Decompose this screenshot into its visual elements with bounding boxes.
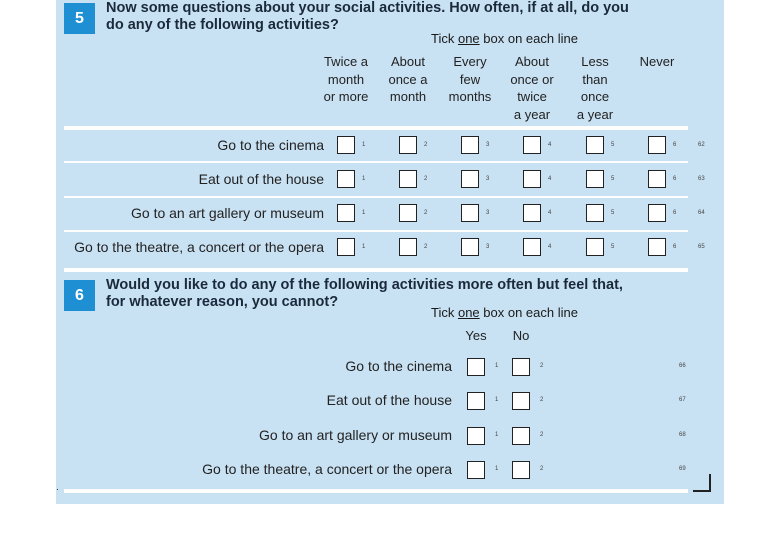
- column-header-line: few: [459, 71, 481, 87]
- column-header: No: [512, 328, 530, 343]
- response-code: 1: [495, 363, 499, 369]
- checkbox[interactable]: [648, 204, 666, 222]
- checkbox[interactable]: [467, 461, 485, 479]
- response-code: 2: [424, 210, 428, 216]
- page-corner-mark: [693, 474, 711, 492]
- response-code: 6: [673, 142, 677, 148]
- response-code: 3: [486, 244, 490, 250]
- checkbox[interactable]: [523, 238, 541, 256]
- checkbox[interactable]: [337, 238, 355, 256]
- checkbox[interactable]: [586, 170, 604, 188]
- checkbox[interactable]: [586, 204, 604, 222]
- questionnaire-panel: [56, 0, 724, 504]
- checkbox[interactable]: [399, 136, 417, 154]
- column-header: [373, 53, 443, 106]
- speck: [57, 489, 58, 490]
- column-header-line: month: [327, 71, 365, 87]
- response-code: 2: [540, 363, 544, 369]
- response-code: 1: [495, 466, 499, 472]
- question-6-number: 6: [64, 280, 95, 311]
- question-6-line-1: Would you like to do any of the following activities more often but feel that,: [106, 277, 623, 293]
- checkbox[interactable]: [648, 136, 666, 154]
- divider: [64, 126, 688, 130]
- response-code: 5: [611, 142, 615, 148]
- response-code: 1: [362, 142, 366, 148]
- response-code: 3: [486, 142, 490, 148]
- response-code: 5: [611, 210, 615, 216]
- checkbox[interactable]: [467, 358, 485, 376]
- response-code: 2: [424, 176, 428, 182]
- question-6-instruction: [431, 305, 578, 320]
- checkbox[interactable]: [586, 136, 604, 154]
- column-header-line: Never: [639, 54, 675, 69]
- column-header-line: a year: [576, 106, 614, 122]
- column-header-line: twice: [517, 89, 547, 104]
- variable-number: 64: [698, 210, 705, 216]
- response-code: 5: [611, 244, 615, 250]
- response-code: 1: [362, 176, 366, 182]
- column-header: Yes: [465, 328, 487, 343]
- column-header-line: once: [580, 89, 610, 104]
- checkbox[interactable]: [512, 392, 530, 410]
- checkbox[interactable]: [512, 461, 530, 479]
- response-code: 2: [540, 466, 544, 472]
- checkbox[interactable]: [461, 238, 479, 256]
- response-code: 6: [673, 176, 677, 182]
- checkbox[interactable]: [337, 204, 355, 222]
- variable-number: 66: [679, 363, 686, 369]
- divider: [64, 489, 688, 493]
- instruction-pre: Tick: [431, 31, 458, 46]
- response-code: 4: [548, 142, 552, 148]
- column-header-line: than: [582, 71, 608, 87]
- divider: [64, 161, 688, 163]
- checkbox[interactable]: [523, 204, 541, 222]
- column-header: [560, 53, 630, 123]
- response-code: 1: [362, 244, 366, 250]
- checkbox[interactable]: [399, 170, 417, 188]
- checkbox[interactable]: [461, 136, 479, 154]
- instruction-pre: Tick: [431, 305, 458, 320]
- column-header-line: month: [389, 89, 427, 104]
- instruction-underlined: one: [457, 305, 480, 320]
- column-header-line: once a: [388, 71, 428, 87]
- response-code: 2: [540, 397, 544, 403]
- column-header-line: months: [448, 89, 492, 104]
- response-code: 2: [540, 432, 544, 438]
- checkbox[interactable]: [586, 238, 604, 256]
- variable-number: 67: [679, 397, 686, 403]
- checkbox[interactable]: [648, 170, 666, 188]
- question-5-line-1: Now some questions about your social activities. How often, if at all, do you: [106, 0, 629, 16]
- divider: [64, 196, 688, 198]
- column-header-line: Less: [581, 54, 609, 69]
- response-code: 3: [486, 176, 490, 182]
- response-code: 1: [495, 397, 499, 403]
- row-label: Go to an art gallery or museum: [131, 205, 324, 221]
- instruction-post: box on each line: [479, 305, 578, 320]
- checkbox[interactable]: [337, 170, 355, 188]
- checkbox[interactable]: [467, 392, 485, 410]
- checkbox[interactable]: [648, 238, 666, 256]
- row-label: Go to the cinema: [217, 137, 324, 153]
- divider: [64, 268, 688, 272]
- response-code: 5: [611, 176, 615, 182]
- checkbox[interactable]: [399, 238, 417, 256]
- response-code: 4: [548, 244, 552, 250]
- column-header: [435, 53, 505, 106]
- checkbox[interactable]: [461, 204, 479, 222]
- column-header-line: once or: [510, 71, 554, 87]
- response-code: 3: [486, 210, 490, 216]
- response-code: 4: [548, 210, 552, 216]
- column-header: [497, 53, 567, 123]
- variable-number: 69: [679, 466, 686, 472]
- response-code: 1: [362, 210, 366, 216]
- variable-number: 68: [679, 432, 686, 438]
- response-code: 2: [424, 244, 428, 250]
- response-code: 4: [548, 176, 552, 182]
- response-code: 2: [424, 142, 428, 148]
- response-code: 6: [673, 210, 677, 216]
- question-5-number: 5: [64, 3, 95, 34]
- column-header-line: a year: [513, 106, 551, 122]
- row-label: Go to the theatre, a concert or the opera: [202, 461, 452, 477]
- column-header-line: About: [515, 54, 549, 69]
- checkbox[interactable]: [523, 136, 541, 154]
- question-5-text: [106, 0, 629, 34]
- column-header-line: About: [391, 54, 425, 69]
- response-code: 6: [673, 244, 677, 250]
- column-header-line: Every: [453, 54, 487, 69]
- checkbox[interactable]: [523, 170, 541, 188]
- question-5-line-2: do any of the following activities?: [106, 17, 339, 33]
- checkbox[interactable]: [467, 427, 485, 445]
- row-label: Eat out of the house: [198, 171, 324, 187]
- instruction-post: box on each line: [479, 31, 578, 46]
- column-header: [622, 53, 692, 71]
- variable-number: 62: [698, 142, 705, 148]
- variable-number: 65: [698, 244, 705, 250]
- column-header: [311, 53, 381, 106]
- row-label: Go to the theatre, a concert or the opera: [74, 239, 324, 255]
- question-5-instruction: [431, 31, 578, 46]
- checkbox[interactable]: [461, 170, 479, 188]
- column-header-line: Twice a: [323, 54, 369, 69]
- row-label: Go to an art gallery or museum: [259, 427, 452, 443]
- row-label: Go to the cinema: [345, 358, 452, 374]
- response-code: 1: [495, 432, 499, 438]
- checkbox[interactable]: [512, 358, 530, 376]
- checkbox[interactable]: [399, 204, 417, 222]
- column-header-line: or more: [323, 89, 369, 104]
- question-6-line-2: for whatever reason, you cannot?: [106, 294, 339, 310]
- row-label: Eat out of the house: [326, 392, 452, 408]
- variable-number: 63: [698, 176, 705, 182]
- divider: [64, 230, 688, 232]
- checkbox[interactable]: [337, 136, 355, 154]
- checkbox[interactable]: [512, 427, 530, 445]
- instruction-underlined: one: [457, 31, 480, 46]
